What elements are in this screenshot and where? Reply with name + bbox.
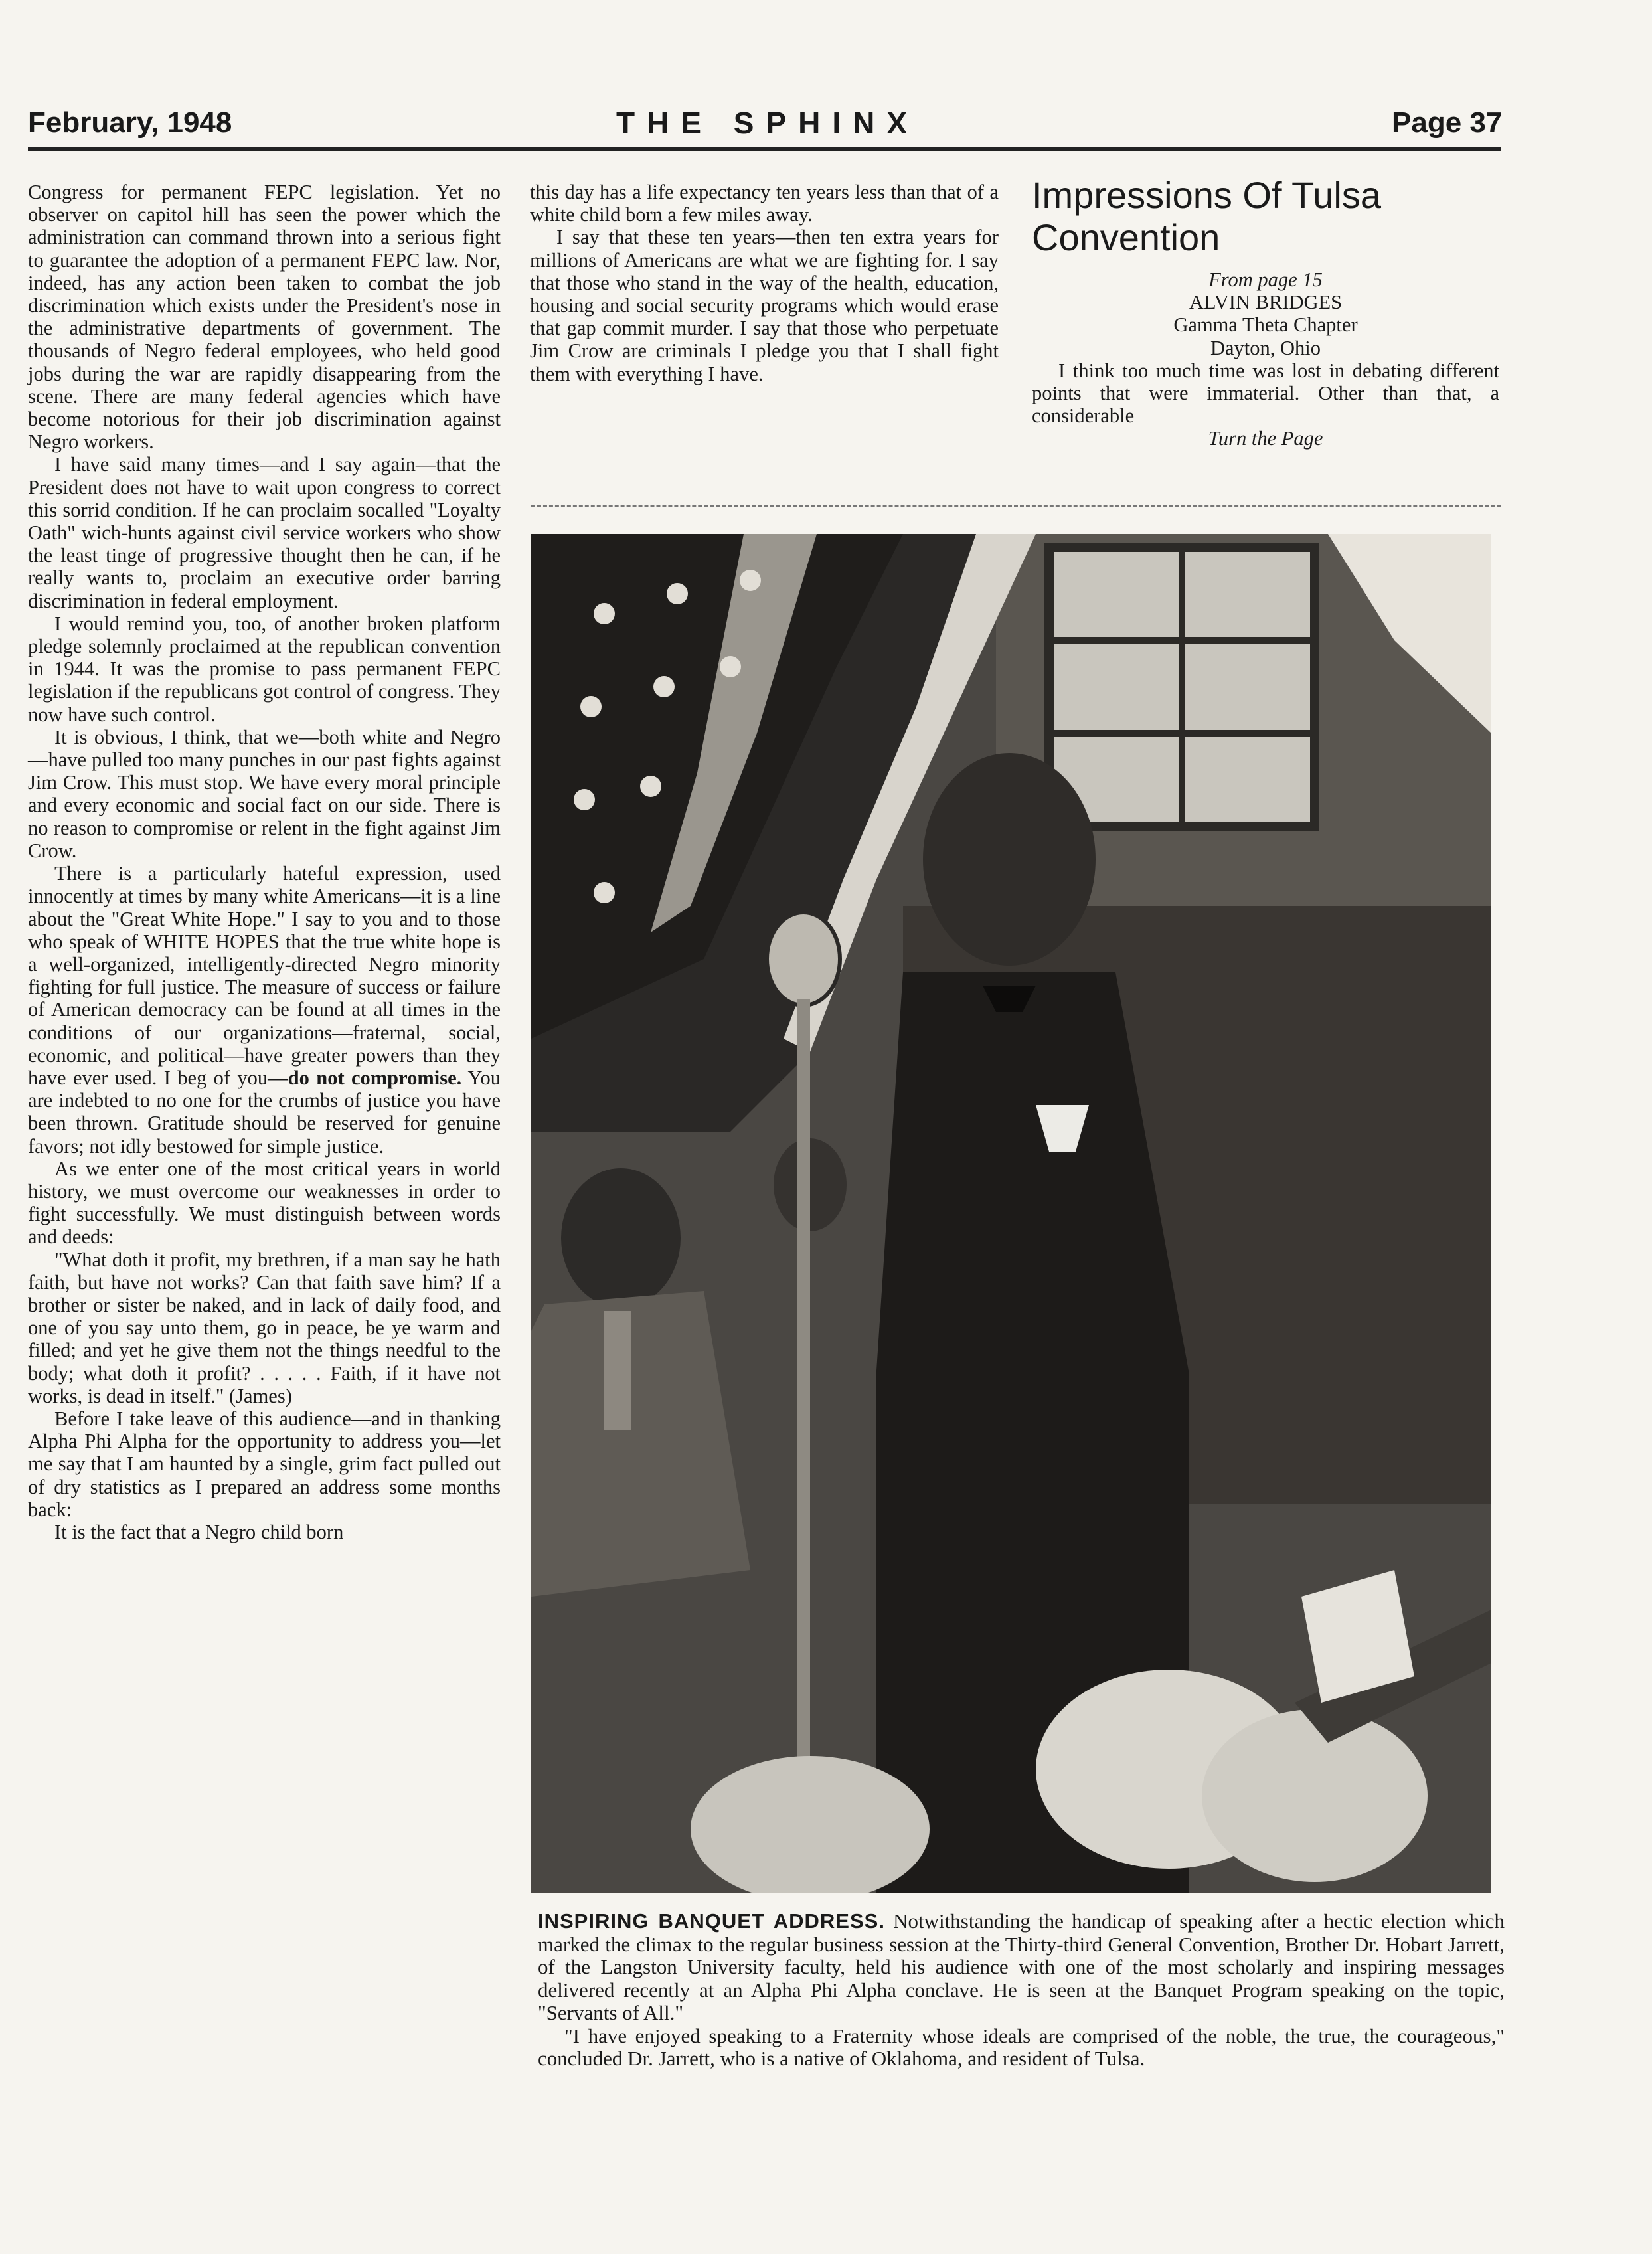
photo-caption [538, 1910, 1505, 2071]
banquet-photo [531, 534, 1491, 1893]
paragraph: "What doth it profit, my brethren, if a man say he hath faith, but have not works? Can that faith save him? If a brother or sister be naked, and in lack of daily food, and one of you say unto them, go in peace, be ye warm and filled; and yet he give them not the things needful to the body; what doth it profit? . . . . . Faith, if it have not works, is dead in itself." (James) [28, 1248, 501, 1407]
publication-title: THE SPHINX [616, 106, 920, 140]
header-rule [28, 147, 1501, 151]
section-divider [531, 505, 1501, 507]
paragraph-text: There is a particularly hateful expression, used innocently at times by many white Americans—it is a line about the "Great White Hope." I say to you and to those who speak of WHITE HOPES that the true white hope is a well-organized, intelligently-directed Negro minority fighting for full justice. The measure of success or failure of American democracy can be found at all times in the conditions of our organizations—fraternal, social, economic, and political—have greater powers than they have ever used. I beg of you— [28, 862, 501, 1089]
paragraph: I say that these ten years—then ten extra years for millions of Americans are what we are fighting for. I say that those who stand in the way of the health, education, housing and social security programs which would erase that gap commit murder. I say that those who perpetuate Jim Crow are criminals I pledge you that I shall fight them with everything I have. [530, 226, 999, 385]
article-title: Impressions Of Tulsa Convention [1032, 174, 1381, 258]
paragraph: It is the fact that a Negro child born [54, 1520, 344, 1543]
emphasis-text: do not compromise. [288, 1066, 462, 1089]
author-chapter: Gamma Theta Chapter [1173, 313, 1358, 337]
paragraph: I think too much time was lost in debating different points that were immaterial. Other than that, a considerable [1032, 359, 1499, 428]
caption-paragraph [538, 1910, 1505, 2025]
paragraph [28, 862, 501, 1158]
caption-quote: "I have enjoyed speaking to a Fraternity whose ideals are comprised of the noble, the true, the courageous," concluded Dr. Jarrett, who is a native of Oklahoma, and resident of Tulsa. [538, 2024, 1505, 2070]
caption-heading: INSPIRING BANQUET ADDRESS. [538, 1909, 885, 1933]
speaker-photo-illustration [531, 534, 1491, 1893]
paragraph: Before I take leave of this audience—and in thanking Alpha Phi Alpha for the opportunity to address you—let me say that I am haunted by a single, grim fact pulled out of dry statistics as I prepared an address some months back: [28, 1407, 501, 1521]
article-column-1 [28, 181, 501, 1543]
paragraph: It is obvious, I think, that we—both white and Negro—have pulled too many punches in our past fights against Jim Crow. This must stop. We have every moral principle and every economic and social fact on our side. There is no reason to compromise or relent in the fight against Jim Crow. [28, 725, 501, 862]
paragraph: this day has a life expectancy ten years less than that of a white child born a few miles away. [530, 181, 999, 226]
page-number: Page 37 [1392, 106, 1503, 139]
author-location: Dayton, Ohio [1210, 336, 1321, 359]
paragraph: Congress for permanent FEPC legislation. Yet no observer on capitol hill has seen the power which the administration can command thrown into a serious fight to guarantee the adoption of a permanent FEPC law. Nor, indeed, has any action been taken to combat the job discrimination which exists under the President's nose in the administrative departments of government. The thousands of Negro federal employees, who held good jobs during the war are rapidly disappearing from the scene. There are many federal agencies which have become notorious for their job discrimination against Negro workers. [28, 181, 501, 454]
paragraph: I have said many times—and I say again—that the President does not have to wait upon congress to correct this sorrid condition. If he can proclaim socalled "Loyalty Oath" wich-hunts against civil service workers who show the least tinge of progressive thought then he can, if he really wants to, proclaim an executive order barring discrimination in federal employment. [28, 453, 501, 612]
paragraph: I would remind you, too, of another broken platform pledge solemnly proclaimed at the republican convention in 1944. It was the promise to pass permanent FEPC legislation if the republicans got control of congress. They now have such control. [28, 612, 501, 726]
continued-from: From page 15 [1208, 268, 1323, 291]
paragraph: As we enter one of the most critical years in world history, we must overcome our weaknesses in order to fight successfully. We must distinguish between words and deeds: [28, 1157, 501, 1249]
paragraph-text: You are indebted to no one for the crumbs of justice you have been thrown. Gratitude should be reserved for genuine favors; not idly bestowed for simple justice. [28, 1066, 501, 1158]
caption-text: Notwithstanding the handicap of speaking after a hectic election which marked the climax to the regular business session at the Thirty-third General Convention, Brother Dr. Hobart Jarrett, of the Langston University faculty, held his audience with one of the most scholarly and inspiring messages delivered recently at an Alpha Phi Alpha conclave. He is seen at the Banquet Program speaking on the topic, "Servants of All." [538, 1909, 1505, 2024]
article-column-2 [530, 181, 999, 385]
issue-date: February, 1948 [28, 106, 232, 139]
article-column-3 [1032, 174, 1499, 450]
author-name: ALVIN BRIDGES [1189, 291, 1343, 314]
continued-note: Turn the Page [1208, 427, 1323, 450]
